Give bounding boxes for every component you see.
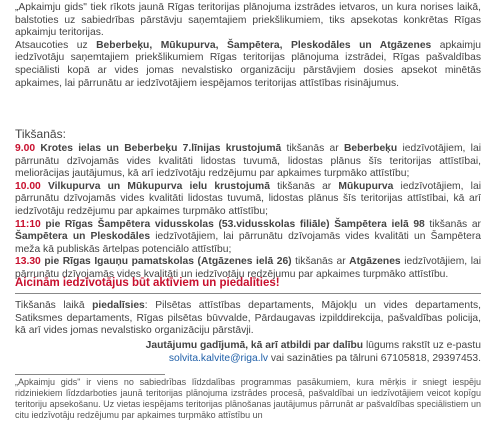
meeting-time: 10.00 [15, 180, 41, 192]
meeting-place: pie Rīgas Igauņu pamatskolas (Atgāzenes ielā 26) [44, 256, 292, 268]
participants-prefix: Tikšanās laikā [15, 300, 93, 311]
meeting-text-mid: tikšanās ar [281, 143, 344, 154]
meeting-who: Atgāzenes [349, 256, 401, 268]
participants-label: piedalīsies [92, 300, 145, 311]
meeting-place: Vilkupurva un Mūkupurva ielu krustojumā [47, 180, 270, 192]
meeting-place: pie Rīgas Šampētera vidusskolas (53.vidusskolas filiāle) Šampētera ielā 98 [45, 218, 425, 230]
meeting-item [15, 219, 481, 257]
divider-rule [15, 293, 481, 294]
meeting-text-end: iedzīvotājiem, lai pārrunātu dzīvojamās vides kvalitāti un iedzīvotāju redzējumu par apkaimes turpmāko attīstību. [15, 256, 481, 280]
footnote-rule [15, 374, 165, 375]
contact-paragraph [15, 340, 481, 365]
meeting-who: Mūkupurva [338, 180, 394, 192]
meeting-who: Šampētera un Pleskodāles [15, 231, 151, 243]
meetings-title: Tikšanās: [15, 127, 66, 141]
contact-email-link[interactable]: solvita.kalvite@riga.lv [168, 352, 269, 364]
meeting-place: Krotes ielas un Beberbeķu 7.līnijas krustojumā [40, 143, 282, 154]
contact-section [15, 340, 481, 365]
meeting-item [15, 143, 481, 181]
intro-p2-after: apkaimju iedzīvotāju saņemtajiem priekšlikumiem Rīgas teritorijas plānojuma izstrādei, Rīgas pašvaldības speciālisti kopā ar vides jomas nevalstisko organizāciju pārstāvjiem dosies apsekot minētās apkaimes, lai pārrunātu ar iedzīvotājiem iespējamos teritorijas attīstības risinājumus. [15, 39, 481, 89]
meeting-text-mid: tikšanās ar [269, 180, 339, 192]
meeting-text-mid: tikšanās ar [291, 256, 350, 268]
meeting-text-end: iedzīvotājiem, lai pārrunātu dzīvojamās vides kvalitāti lidostas tuvumā, lidostas plānus šīs teritorijas attīstībai, meliorācijas jautājumus, kā arī iedzīvotāju redzējumu par apkaimes turpmāko attīstību; [15, 143, 481, 180]
meeting-time: 11:10 [15, 218, 41, 230]
intro-p2-apkaimes: Beberbeķu, Mūkupurva, Šampētera, Pleskodāles un Atgāzenes [96, 39, 432, 51]
meeting-item [15, 181, 481, 219]
meeting-text-end: iedzīvotājiem, lai pārrunātu dzīvojamās vides kvalitāti un Šampētera meža kā publiskās ārtelpas potenciālo attīstību; [15, 231, 481, 255]
contact-text-2: vai sazināties pa tālruni 67105818, 29397453. [268, 352, 481, 364]
footnote: „Apkaimju gids" ir viens no sabiedrības līdzdalības programmas pasākumiem, kura mērķis ir sniegt iespēju ridziniekiem līdzdarboties jaunā teritorijas plānojuma izstrādes procesā, pašvaldībai un iedzīvotājiem veicot kopīgu teritoriju apsekošanu. Uz vietas iespējams teritorijas plānošanas jautājumus pārrunāt ar pašvaldības speciālistiem un citu iedzīvotāju redzējumu par apkaimes turpmāko attīstību un [15, 377, 481, 420]
intro-section [15, 2, 481, 90]
meeting-time: 13.30 [15, 256, 41, 268]
participants-paragraph [15, 300, 481, 338]
meeting-text-mid: tikšanās ar [424, 218, 481, 230]
contact-text-1: lūgums rakstīt uz e-pastu [363, 340, 481, 351]
intro-paragraph-1: „Apkaimju gids" tiek rīkots jaunā Rīgas teritorijas plānojuma izstrādes ietvaros, un kura norises laikā, balstoties uz sabiedrības pārstāvju saņemtajiem priekšlikumiem, tiks apsekotas konkrētas Rīgas apkaimju teritorijas. [15, 2, 481, 39]
meeting-time: 9.00 [15, 143, 36, 154]
participants-section [15, 300, 481, 338]
participants-text: : Pilsētas attīstības departaments, Mājokļu un vides departaments, Satiksmes departaments, Rīgas pilsētas būvvalde, Pārdaugavas izpilddirekcija, pašvaldības policija, kā arī vides jomas nevalstisko organizāciju pārstāvji. [15, 300, 481, 337]
meetings-list [15, 143, 481, 282]
meeting-who: Beberbeķu [343, 143, 398, 154]
callout-heading: Aicinām iedzīvotājus būt aktīviem un piedalīties! [15, 277, 280, 289]
meeting-text-end: iedzīvotājiem, lai pārrunātu dzīvojamās vides kvalitāti lidostas tuvumā, lidostas plānus šīs teritorijas attīstībai, kā arī iedzīvotāju redzējumu par apkaimes turpmāko attīstību; [15, 180, 481, 217]
intro-p2-before: Atsaucoties uz [15, 39, 97, 51]
contact-lead: Jautājumu gadījumā, kā arī atbildi par dalību [145, 340, 364, 351]
intro-paragraph-2 [15, 40, 481, 90]
